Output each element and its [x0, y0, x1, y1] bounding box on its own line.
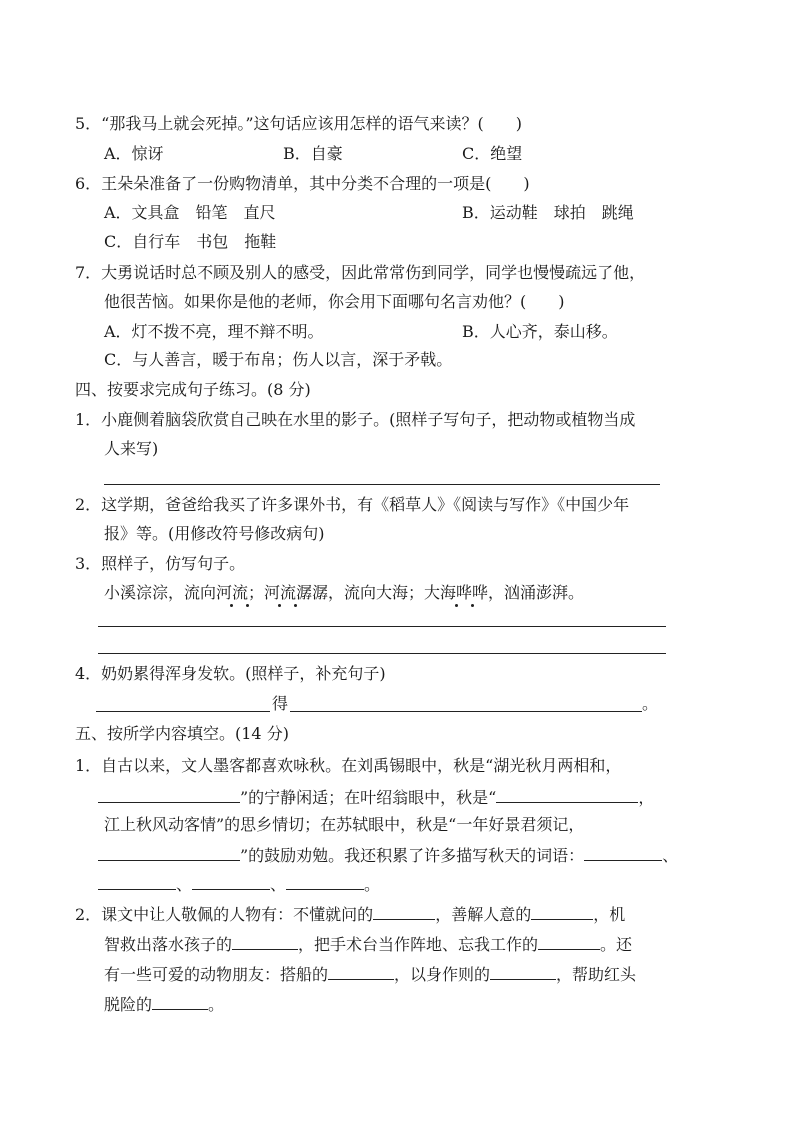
q7-option-a: A．灯不拨不亮，理不辩不明。 [104, 322, 324, 341]
s5-q1-l5c: 。 [364, 875, 381, 894]
s5-q2-l3c: ，帮助红头 [556, 965, 637, 984]
s4-q3-answer-line-2[interactable] [98, 653, 666, 654]
emphasis-dot [246, 604, 249, 607]
s5-q1-l2a: ”的宁静闲适；在叶绍翁眼中，秋是“ [240, 788, 497, 807]
s5-q1-word-blank-3[interactable] [192, 873, 270, 890]
s5-q1-l2b: ， [638, 788, 655, 807]
emphasis-dot [294, 604, 297, 607]
s4-q4-end: 。 [642, 694, 659, 713]
s5-q1-blank-2[interactable] [496, 786, 638, 803]
s4-q3-example: 小溪淙淙，流向河流；河流潺潺，流向大海；大海哗哗，汹涌澎湃。 [104, 583, 585, 602]
s4-q4-blank-1[interactable] [96, 711, 270, 712]
s5-q1-word-blank-1[interactable] [584, 844, 662, 861]
q5-option-b: B．自豪 [283, 144, 343, 163]
s5-q2-l2a: 智救出落水孩子的 [104, 935, 233, 954]
s5-q2-line4 [104, 993, 224, 1015]
q7-stem-line2: 他很苦恼。如果你是他的老师，你会用下面哪句名言劝他？( ) [104, 292, 565, 311]
s4-q2-line2: 报》等。(用修改符号修改病句) [104, 524, 325, 543]
s5-q2-l2c: 。还 [600, 935, 633, 954]
emphasis-dot [471, 604, 474, 607]
s5-q2-l1b: ，善解人意的 [435, 905, 532, 924]
section-5-title: 五、按所学内容填空。(14 分) [75, 724, 289, 743]
s5-q1-l4a: ”的鼓励劝勉。我还积累了许多描写秋天的词语： [240, 846, 585, 865]
s4-q4-blank-2[interactable] [290, 711, 642, 712]
s5-q1-l5a: 、 [176, 875, 193, 894]
s4-q4-de: 得 [272, 694, 289, 713]
s5-q2-l4b: 。 [208, 995, 225, 1014]
s4-q4-line1: 4．奶奶累得浑身发软。(照样子，补充句子) [75, 664, 386, 683]
s5-q2-l4a: 脱险的 [104, 995, 153, 1014]
s5-q1-l4b: 、 [662, 846, 679, 865]
s4-q3-answer-line-1[interactable] [98, 626, 666, 627]
s5-q1-word-blank-2[interactable] [98, 873, 176, 890]
s5-q2-blank-5[interactable] [328, 963, 394, 980]
emphasis-dot [278, 604, 281, 607]
s5-q2-l3b: ，以身作则的 [394, 965, 491, 984]
s4-q3-line1: 3．照样子，仿写句子。 [75, 554, 246, 573]
s5-q2-line1 [75, 903, 625, 925]
s5-q2-blank-3[interactable] [232, 933, 298, 950]
s5-q1-line5 [98, 873, 380, 895]
q6-option-c: C．自行车 书包 拖鞋 [104, 232, 277, 251]
s5-q2-l2b: ，把手术台当作阵地、忘我工作的 [298, 935, 539, 954]
s5-q2-line2 [104, 933, 632, 955]
q7-option-b: B．人心齐，泰山移。 [462, 322, 618, 341]
s5-q1-word-blank-4[interactable] [286, 873, 364, 890]
q7-option-c: C．与人善言，暖于布帛；伤人以言，深于矛戟。 [104, 350, 453, 369]
s5-q2-line3 [104, 963, 636, 985]
s5-q2-blank-2[interactable] [531, 903, 593, 920]
q7-stem-line1: 7．大勇说话时总不顾及别人的感受，因此常常伤到同学，同学也慢慢疏远了他， [75, 263, 646, 282]
s5-q1-line4 [98, 844, 678, 866]
s4-q2-line1: 2．这学期，爸爸给我买了许多课外书，有《稻草人》《阅读与写作》《中国少年 [75, 495, 630, 514]
q6-option-a: A．文具盒 铅笔 直尺 [104, 203, 276, 222]
emphasis-dot [230, 604, 233, 607]
q5-option-c: C．绝望 [462, 144, 523, 163]
s5-q1-blank-3[interactable] [98, 844, 240, 861]
s4-q1-line2: 人来写) [104, 439, 159, 458]
q6-option-b: B．运动鞋 球拍 跳绳 [462, 203, 634, 222]
q5-option-a: A．惊讶 [104, 144, 164, 163]
s5-q1-line2 [98, 786, 654, 808]
s4-q1-line1: 1．小鹿侧着脑袋欣赏自己映在水里的影子。(照样子写句子，把动物或植物当成 [75, 410, 636, 429]
q6-stem: 6．王朵朵准备了一份购物清单，其中分类不合理的一项是( ) [75, 174, 530, 193]
s5-q1-line3: 江上秋风动客情”的思乡情切；在苏轼眼中，秋是“一年好景君须记， [104, 815, 585, 834]
s5-q2-blank-1[interactable] [373, 903, 435, 920]
section-4-title: 四、按要求完成句子练习。(8 分) [75, 380, 311, 399]
q5-stem: 5．“那我马上就会死掉。”这句话应该用怎样的语气来读？( ) [75, 114, 523, 133]
s5-q1-line1: 1．自古以来，文人墨客都喜欢咏秋。在刘禹锡眼中，秋是“湖光秋月两相和， [75, 756, 622, 775]
s5-q2-l1c: ，机 [593, 905, 626, 924]
s5-q2-blank-4[interactable] [538, 933, 600, 950]
s5-q1-l5b: 、 [270, 875, 287, 894]
s5-q2-blank-7[interactable] [152, 993, 208, 1010]
emphasis-dot [455, 604, 458, 607]
s5-q2-blank-6[interactable] [490, 963, 556, 980]
s5-q1-blank-1[interactable] [98, 786, 240, 803]
s5-q2-l1a: 2．课文中让人敬佩的人物有：不懂就问的 [75, 905, 374, 924]
s4-q1-answer-line[interactable] [104, 484, 660, 485]
s5-q2-l3a: 有一些可爱的动物朋友：搭船的 [104, 965, 329, 984]
